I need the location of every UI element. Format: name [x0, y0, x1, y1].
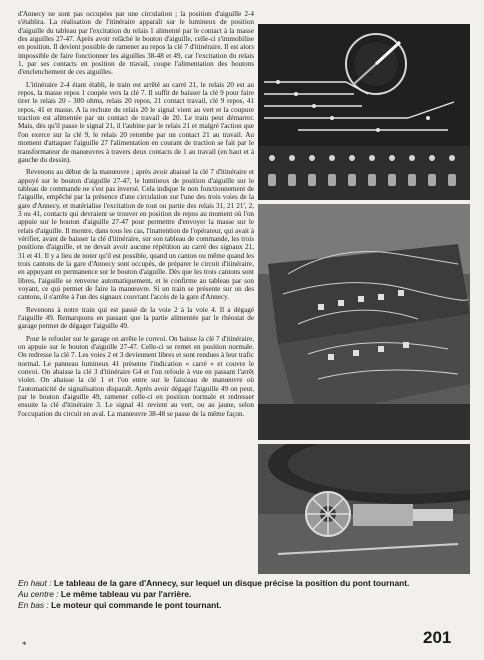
- paragraph-1: d'Annecy ne sont pas occupées par une circulation ; la position d'aiguille 2-4 s'établira. La réalisation de l'itinéraire apparaît sur le lumineux de position d'aiguille du tableau par l'excitation du relais 1 alimenté par le contact à la masse des aiguilles 27-47. Après avoir relâché le bouton d'aiguille, celle-ci s'immobilise en position. Il devient possible de ramener au repos la clé 7 d'itinéraire. Il est alors impossible de faire fonctionner les aiguilles 38-48 et 49, car l'excitation du relais 1, par ses contacts en position de travail, coupe l'alimentation des boutons d'enclenchement de ces aiguilles.: [18, 10, 254, 77]
- panel-back-image: [258, 204, 470, 440]
- caption-bottom-text: Le moteur qui commande le pont tournant.: [51, 600, 222, 610]
- text-column: [18, 10, 254, 422]
- paragraph-3: Revenons au début de la manœuvre ; après avoir abaissé la clé 7 d'itinéraire et appuyé sur le bouton d'aiguille 27-47, le lumineux de position d'aiguille sur le tableau de commande ne s'est pas inversé. Cela indique le non fonctionnement de l'aiguille, empêché par la présence d'une circulation sur l'une des trois voies de la gare d'Annecy, et matérialise l'excitation de tout ou partie des relais 31, 21 21', 2, 3 ou 41, contacts qui devraient se trouver en position de repos au moment où l'on appuie sur le bouton d'aiguille 27-47 pour permettre d'envoyer la masse sur le relais d'aiguille. Il montre, dans tous les cas, l'inattention de l'opérateur, qui avait à vérifier, avant de baisser la clé d'itinéraire, sur son tableau de commande, les trois positions d'aiguille, et ne devait avoir aucune répétition au carré des signaux 21, 31 et 41. Il y a lieu de noter qu'il est possible, quand un canton ou même quand les trois cantons de la gare d'Annecy sont occupés, de préparer le circuit d'itinéraire, en appuyant en permanence sur le bouton d'aiguille. Dès que les trois cantons sont libres, l'aiguille se renverse automatiquement, et le confirme au tableau par son voyant, ce qui permet de faire la manœuvre. Si un train se présente sur un des cantons, il s'arrête à l'un des signaux couvrant l'accès de la gare d'Annecy.: [18, 168, 254, 302]
- caption-top-prefix: En haut :: [18, 578, 52, 588]
- photo-panel-back: [258, 204, 470, 440]
- captions: [18, 578, 458, 611]
- caption-center-text: Le même tableau vu par l'arrière.: [60, 589, 192, 599]
- photo-turntable-motor: [258, 444, 470, 574]
- paragraph-5: Pour le refouler sur le garage on arrête le convoi. On baisse la clé 7 d'itinéraire, on appuie sur le bouton d'aiguille 27-47. Celle-ci se remet en position normale. On redresse la clé 7. Les voies 2 et 3 deviennent libres et sont rendues à leur trafic normal. Le panneau lumineux 41 présente l'indication « carré » et couvre le convoi. On abaisse la clé 3 d'itinéraire G4 et l'on refoule à vue en passant l'arrêt violet. On abaisse la clé 1 et l'on entre sur le faisceau de manœuvre où l'automaticité de signalisation disparaît. Après avoir dégagé l'aiguille 49 on peut, par le bouton d'aiguille 49, ramener celle-ci en position normale et redresser ensuite la clé d'itinéraire 3. Le signal 41 revient au vert, ou au jaune, selon l'occupation du circuit en aval. La manœuvre 38-48 se passe de la même façon.: [18, 334, 254, 418]
- caption-center-prefix: Au centre :: [18, 589, 59, 599]
- paragraph-2: L'itinéraire 2-4 étant établi, le train est arrêté au carré 21, le relais 20 est au repos, la masse repos 1 coupée vers la clé 7. Il suffit de baisser la clé 9 pour faire tirer le relais 20 - 300 ohms, relais 20 repos, 21 contact travail, clé 9 repos, 41 repos, 41 et masse. A la rechute du relais 20 le signal vient au vert et la coupure traction est alimentée par un contact de travail de 20. Le train peut démarrer. Mais, dès qu'il passe le signal 21, il l'aubine par le relais 21 et malgré l'action que l'on exerce sur la clé 9, le relais 20 retombe par un contact 21 au travail. Au moment d'attaquer l'aiguille 27 l'alimentation en courant de traction se fait par le transformateur de manœuvres à travers deux contacts de 1 au travail (en haut et à gauche du dessin).: [18, 80, 254, 164]
- caption-top-text: Le tableau de la gare d'Annecy, sur lequel un disque précise la position du pont tournant.: [53, 578, 410, 588]
- page-number: 201: [423, 628, 452, 647]
- caption-bottom: [18, 600, 458, 611]
- paragraph-4: Revenons à notre train qui est passé de la voie 2 à la voie 4. Il a dégagé l'aiguille 49. Remarquons en passant que la partie alimentée par le rhéostat de garage permet de dégager l'aiguille 49.: [18, 305, 254, 331]
- asterisk-mark: *: [22, 640, 27, 650]
- caption-top: [18, 578, 458, 589]
- photo-control-panel: [258, 24, 470, 200]
- control-panel-image: [258, 24, 470, 200]
- turntable-motor-image: [258, 444, 470, 574]
- caption-bottom-prefix: En bas :: [18, 600, 49, 610]
- caption-center: [18, 589, 458, 600]
